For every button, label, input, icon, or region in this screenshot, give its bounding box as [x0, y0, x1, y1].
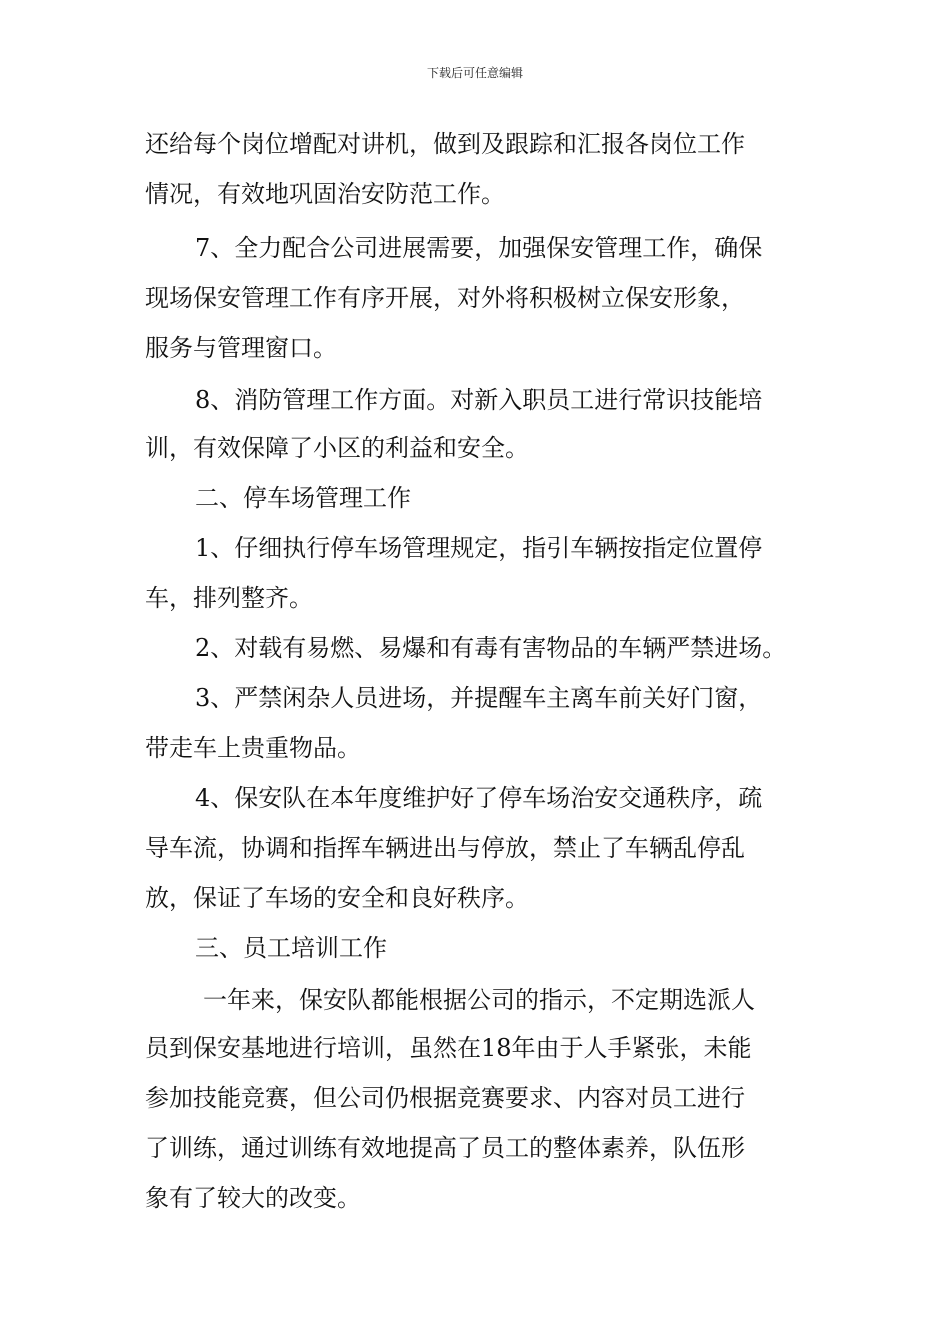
- text-line: 车，排列整齐。: [145, 584, 313, 612]
- text-line: 放，保证了车场的安全和良好秩序。: [145, 884, 529, 912]
- text-line: 员到保安基地进行培训，虽然在18年由于人手紧张，未能: [145, 1034, 752, 1062]
- text-line: 7、全力配合公司进展需要，加强保安管理工作，确保: [195, 234, 763, 262]
- section-heading: 二、停车场管理工作: [195, 484, 411, 512]
- page-header: 下载后可任意编辑: [426, 66, 523, 80]
- text-line: 服务与管理窗口。: [145, 334, 337, 362]
- text-line: 还给每个岗位增配对讲机，做到及跟踪和汇报各岗位工作: [145, 130, 745, 158]
- text-line: 象有了较大的改变。: [145, 1184, 361, 1212]
- text-line: 现场保安管理工作有序开展，对外将积极树立保安形象，: [145, 284, 745, 312]
- text-line: 导车流，协调和指挥车辆进出与停放，禁止了车辆乱停乱: [145, 834, 745, 862]
- section-heading: 三、员工培训工作: [195, 934, 387, 962]
- text-line: 参加技能竞赛，但公司仍根据竞赛要求、内容对员工进行: [145, 1084, 745, 1112]
- text-line: 1、仔细执行停车场管理规定，指引车辆按指定位置停: [195, 534, 763, 562]
- text-line: 带走车上贵重物品。: [145, 734, 361, 762]
- text-line: 了训练，通过训练有效地提高了员工的整体素养，队伍形: [145, 1134, 745, 1162]
- text-line: 一年来，保安队都能根据公司的指示，不定期选派人: [203, 986, 755, 1014]
- text-line: 2、对载有易燃、易爆和有毒有害物品的车辆严禁进场。: [195, 634, 787, 662]
- text-line: 4、保安队在本年度维护好了停车场治安交通秩序，疏: [195, 784, 763, 812]
- text-line: 训，有效保障了小区的利益和安全。: [145, 434, 529, 462]
- text-line: 情况，有效地巩固治安防范工作。: [145, 180, 505, 208]
- text-line: 3、严禁闲杂人员进场，并提醒车主离车前关好门窗，: [195, 684, 763, 712]
- text-line: 8、消防管理工作方面。对新入职员工进行常识技能培: [195, 386, 763, 414]
